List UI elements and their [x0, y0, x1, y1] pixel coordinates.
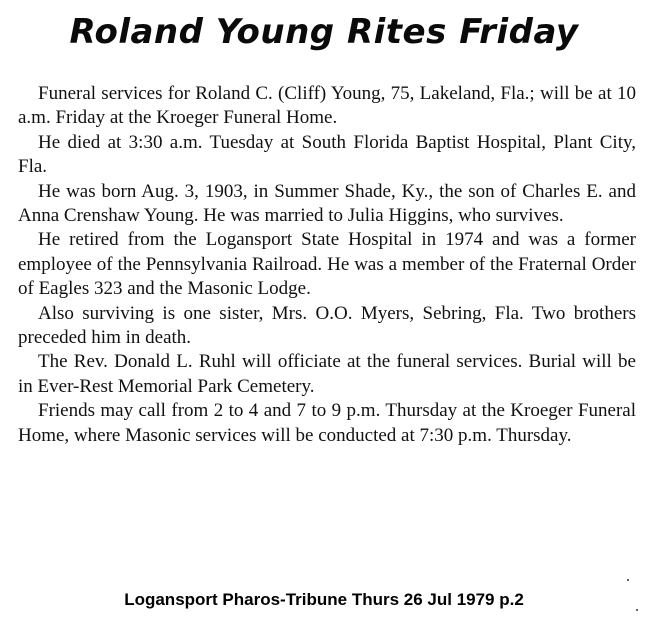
paragraph-birth: He was born Aug. 3, 1903, in Summer Shade, Ky., the son of Charles E. and Anna Crenshaw Young. He was married to Julia Higgins, who survives. [18, 180, 636, 227]
paragraph-death: He died at 3:30 a.m. Tuesday at South Florida Baptist Hospital, Plant City, Fla. [18, 131, 636, 178]
article-body [18, 82, 636, 448]
paragraph-visitation: Friends may call from 2 to 4 and 7 to 9 p.m. Thursday at the Kroeger Funeral Home, where Masonic services will be conducted at 7:30 p.m. Thursday. [18, 400, 636, 446]
headline: Roland Young Rites Friday [69, 12, 579, 52]
paragraph-survivors: Also surviving is one sister, Mrs. O.O. Myers, Sebring, Fla. Two brothers preceded him in death. [18, 302, 636, 349]
paragraph-funeral-services: Funeral services for Roland C. (Cliff) Young, 75, Lakeland, Fla.; will be at 10 a.m. Friday at the Kroeger Funeral Home. [18, 83, 636, 129]
paragraph-career: He retired from the Logansport State Hospital in 1974 and was a former employee of the Pennsylvania Railroad. He was a member of the Fraternal Order of Eagles 323 and the Masonic Lodge. [18, 229, 636, 300]
print-speck [627, 579, 629, 581]
paragraph-officiant: The Rev. Donald L. Ruhl will officiate at the funeral services. Burial will be in Ever-Rest Memorial Park Cemetery. [18, 351, 636, 397]
source-caption: Logansport Pharos-Tribune Thurs 26 Jul 1979 p.2 [124, 590, 524, 609]
